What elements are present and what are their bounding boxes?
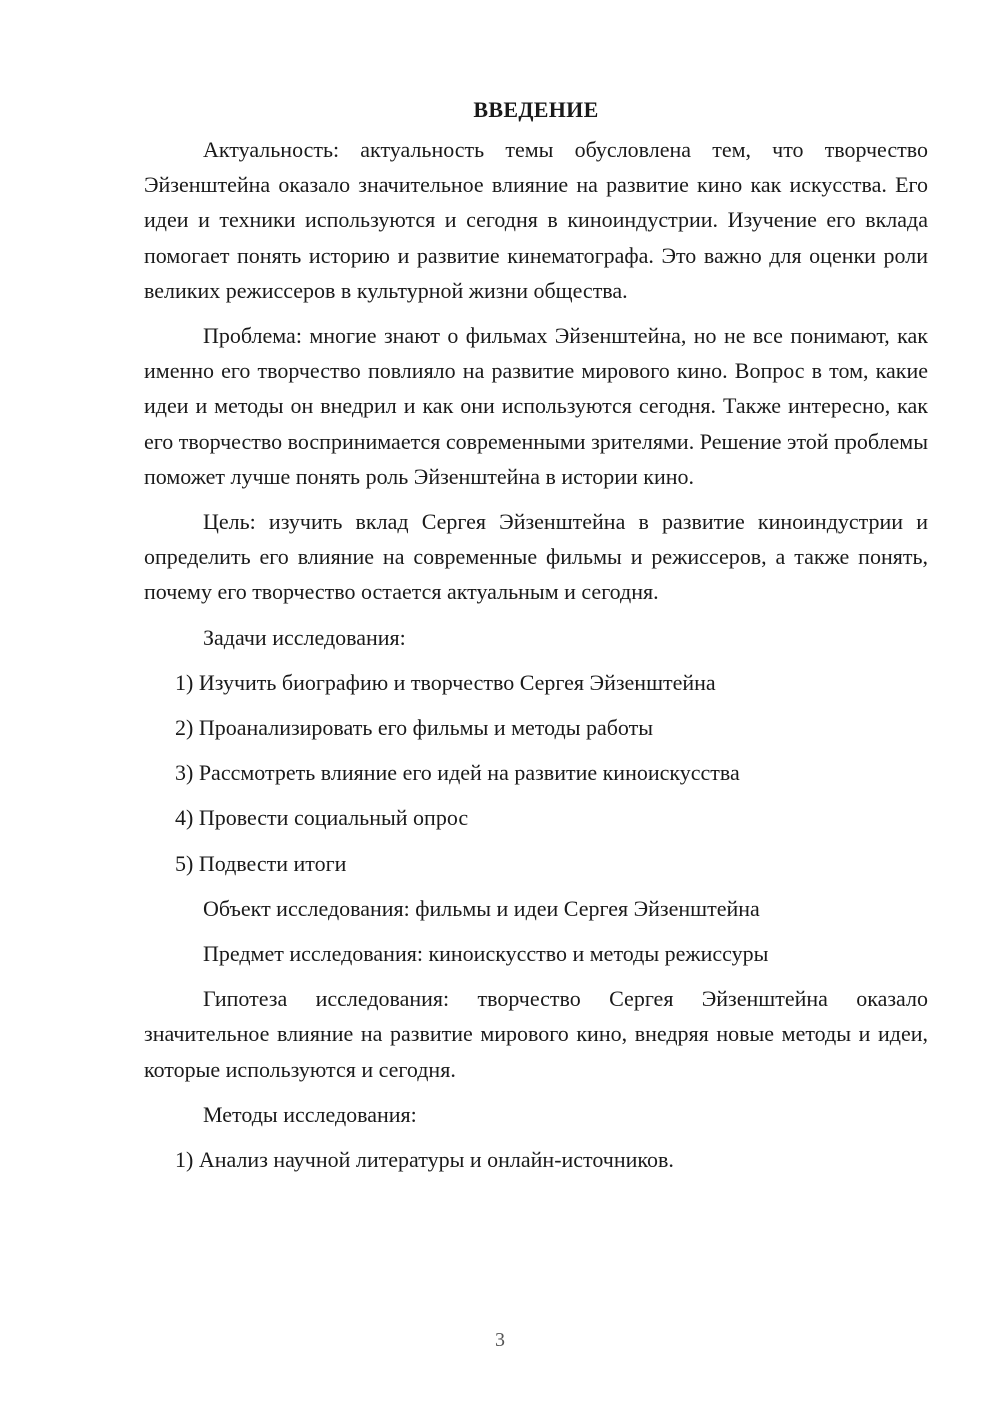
tasks-list xyxy=(144,665,928,881)
goal-paragraph: Цель: изучить вклад Сергея Эйзенштейна в развитие киноиндустрии и определить его влияние на современные фильмы и режиссеров, а также понять, почему его творчество остается актуальным и сегодня. xyxy=(144,509,928,605)
task-item: 1) Изучить биографию и творчество Сергея Эйзенштейна xyxy=(175,669,716,695)
page-number: 3 xyxy=(495,1329,505,1351)
task-item: 4) Провести социальный опрос xyxy=(175,805,469,831)
methods-title: Методы исследования: xyxy=(203,1101,417,1127)
problem-paragraph: Проблема: многие знают о фильмах Эйзенштейна, но не все понимают, как именно его творчество повлияло на развитие мирового кино. Вопрос в том, какие идеи и методы он внедрил и как они используются сегодня. Также интересно, как его творчество воспринимается современными зрителями. Решение этой проблемы поможет лучше понять роль Эйзенштейна в истории кино. xyxy=(144,323,928,489)
task-item: 5) Подвести итоги xyxy=(175,850,347,876)
research-subject: Предмет исследования: киноискусство и методы режиссуры xyxy=(203,941,769,967)
relevance-paragraph: Актуальность: актуальность темы обусловлена тем, что творчество Эйзенштейна оказало значительное влияние на развитие кино как искусства. Его идеи и техники используются и сегодня в киноиндустрии. Изучение его вклада помогает понять историю и развитие кинематографа. Это важно для оценки роли великих режиссеров в культурной жизни общества. xyxy=(144,137,928,303)
research-object: Объект исследования: фильмы и идеи Сергея Эйзенштейна xyxy=(203,895,760,921)
task-item: 3) Рассмотреть влияние его идей на развитие киноискусства xyxy=(175,760,740,786)
methods-list xyxy=(144,1142,928,1177)
hypothesis-paragraph: Гипотеза исследования: творчество Сергея Эйзенштейна оказало значительное влияние на развитие мирового кино, внедряя новые методы и идеи, которые используются и сегодня. xyxy=(144,986,928,1082)
document-page xyxy=(144,92,928,1187)
section-heading: ВВЕДЕНИЕ xyxy=(473,97,599,122)
task-item: 2) Проанализировать его фильмы и методы работы xyxy=(175,715,654,741)
method-item: 1) Анализ научной литературы и онлайн-источников. xyxy=(175,1147,674,1173)
tasks-title: Задачи исследования: xyxy=(203,624,406,650)
